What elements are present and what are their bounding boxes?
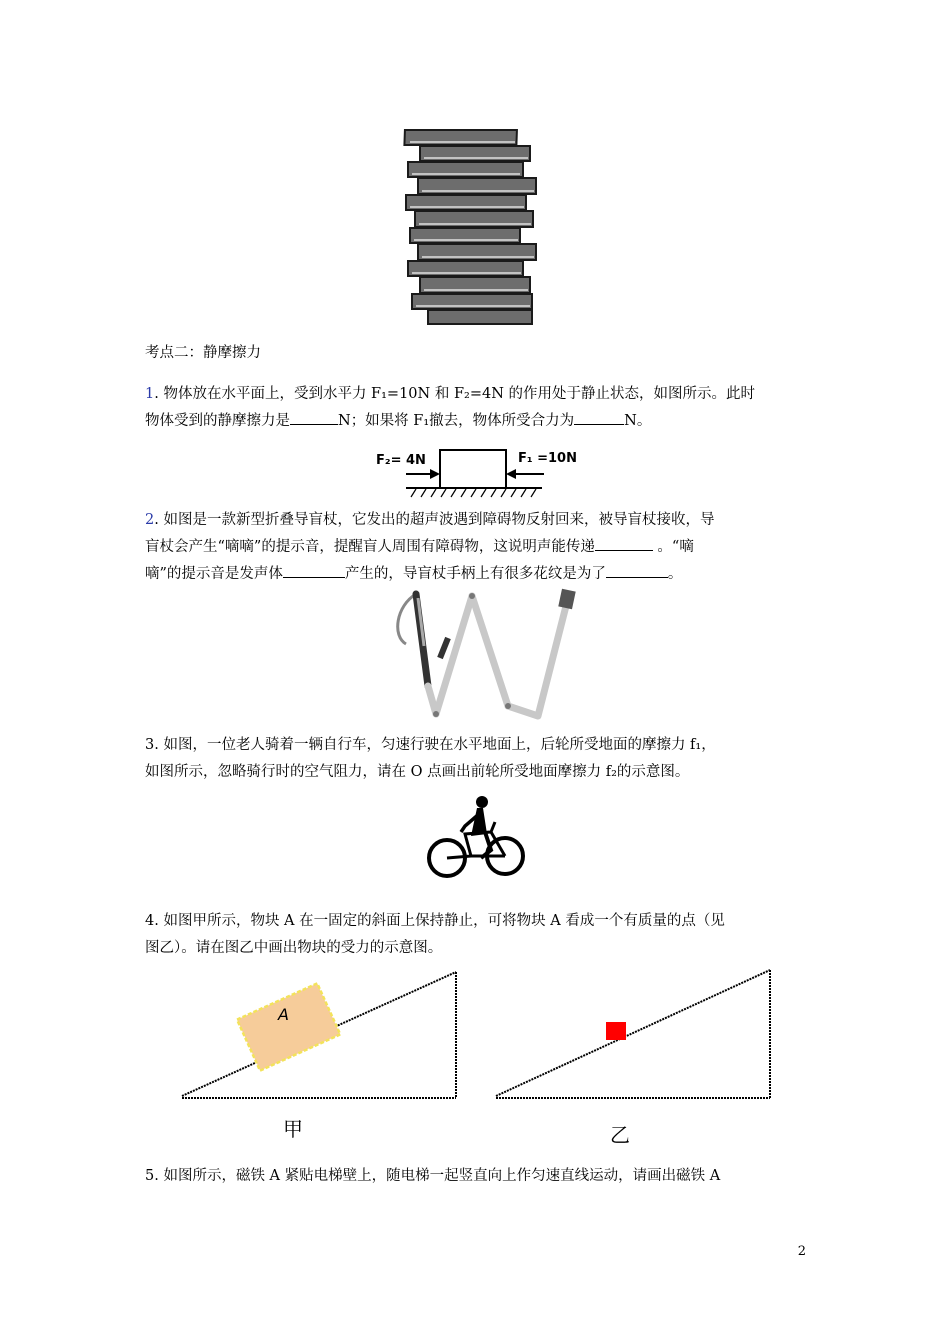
- question-5-line-1: 5. 如图所示，磁铁 A 紧贴电梯壁上，随电梯一起竖直向上作匀速直线运动，请画出磁铁 A: [145, 1168, 721, 1184]
- question-2-line-1: . 如图是一款新型折叠导盲杖，它发出的超声波遇到障碍物反射回来，被导盲杖接收，导: [154, 512, 715, 528]
- question-2-number: 2: [145, 512, 155, 528]
- mass-point: [606, 1022, 626, 1040]
- question-2-text: 嘀”的提示音是发声体: [145, 566, 283, 582]
- question-4: [145, 908, 807, 962]
- answer-blank[interactable]: [283, 563, 345, 578]
- question-2-text: 产生的，导盲杖手柄上有很多花纹是为了: [344, 566, 606, 582]
- answer-blank[interactable]: [574, 410, 624, 425]
- question-1-number: 1: [145, 386, 155, 402]
- cyclist-figure: [425, 788, 529, 884]
- question-2-text: 。: [667, 566, 683, 582]
- question-2: [145, 507, 807, 588]
- section-heading: 考点二：静摩擦力: [145, 345, 261, 361]
- force-f2-label: F₂= 4N: [376, 453, 426, 468]
- question-3: [145, 732, 807, 786]
- question-1-text: N；如果将 F₁撤去，物体所受合力为: [338, 413, 575, 429]
- question-4-line-2: 图乙）。请在图乙中画出物块的受力的示意图。: [145, 940, 443, 956]
- answer-blank[interactable]: [595, 536, 653, 551]
- incline-figure-yi: [490, 966, 780, 1146]
- block-a-label: A: [278, 1005, 289, 1024]
- page-number: 2: [797, 1244, 806, 1259]
- incline-figure-jia: [176, 966, 466, 1146]
- block-forces-figure: [372, 446, 582, 502]
- question-1-line-1: . 物体放在水平面上，受到水平力 F₁=10N 和 F₂=4N 的作用处于静止状态，如图所示。此时: [154, 386, 755, 402]
- question-3-line-1: 3. 如图，一位老人骑着一辆自行车，匀速行驶在水平地面上，后轮所受地面的摩擦力 f₁，: [145, 737, 716, 753]
- folding-cane-figure: [388, 586, 588, 721]
- force-f1-label: F₁ =10N: [518, 451, 577, 466]
- question-5: [145, 1163, 807, 1190]
- question-1-text: 物体受到的静摩擦力是: [145, 413, 290, 429]
- caption-jia: 甲: [283, 1117, 303, 1141]
- question-1: [145, 381, 807, 435]
- block-a: [237, 983, 340, 1070]
- books-stack-figure: [400, 128, 540, 326]
- answer-blank[interactable]: [290, 410, 338, 425]
- question-2-text: 。“嘀: [652, 539, 694, 555]
- question-2-text: 盲杖会产生“嘀嘀”的提示音，提醒盲人周围有障碍物，这说明声能传递: [145, 539, 595, 555]
- caption-yi: 乙: [610, 1123, 630, 1146]
- question-1-text: N。: [624, 413, 652, 429]
- answer-blank[interactable]: [606, 563, 668, 578]
- question-4-line-1: 4. 如图甲所示，物块 A 在一固定的斜面上保持静止，可将物块 A 看成一个有质量的点（见: [145, 913, 725, 929]
- question-3-line-2: 如图所示，忽略骑行时的空气阻力，请在 O 点画出前轮所受地面摩擦力 f₂的示意图。: [145, 764, 690, 780]
